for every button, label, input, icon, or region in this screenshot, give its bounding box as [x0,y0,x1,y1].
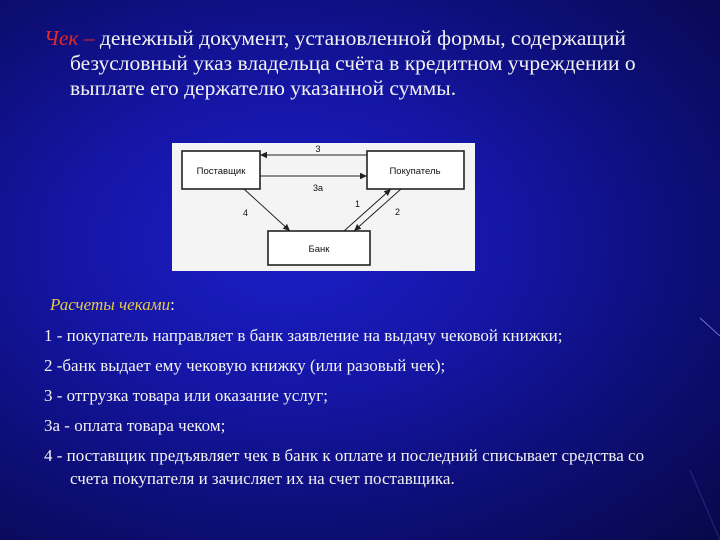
settlement-step-4: 4 - поставщик предъявляет чек в банк к оплате и последний списывает средства со счета покупателя и зачисляет их на счет поставщика. [44,446,645,488]
settlement-step-3: 3 - отгрузка товара или оказание услуг; [44,386,328,405]
definition-text: денежный документ, установленной формы, содержащий безусловный указ владельца счёта в кредитном учреждении о выплате его держателю указанной суммы. [70,26,636,100]
settlements-title-colon: : [170,295,175,314]
definition-dash: – [78,26,100,50]
arrow-1-label: 1 [355,199,361,209]
arrow-3-label: 3 [315,144,321,154]
settlements-title [50,294,684,316]
settlement-step-2: 2 -банк выдает ему чековую книжку (или разовый чек); [44,356,446,375]
settlements-section [44,294,684,497]
settlements-title-text: Расчеты чеками [50,295,171,314]
bank-label: Банк [308,244,330,255]
arrow-4-label: 4 [243,208,249,218]
settlement-step-1: 1 - покупатель направляет в банк заявление на выдачу чековой книжки; [44,326,563,345]
definition-paragraph [44,26,664,101]
arrow-2-label: 2 [395,207,401,217]
settlement-step-3a: 3а - оплата товара чеком; [44,416,226,435]
supplier-label: Поставщик [196,166,246,177]
arrow-3a-label: 3а [312,183,324,193]
buyer-label: Покупатель [389,166,441,177]
definition-term: Чек [44,26,79,50]
check-flow-diagram [172,143,475,271]
